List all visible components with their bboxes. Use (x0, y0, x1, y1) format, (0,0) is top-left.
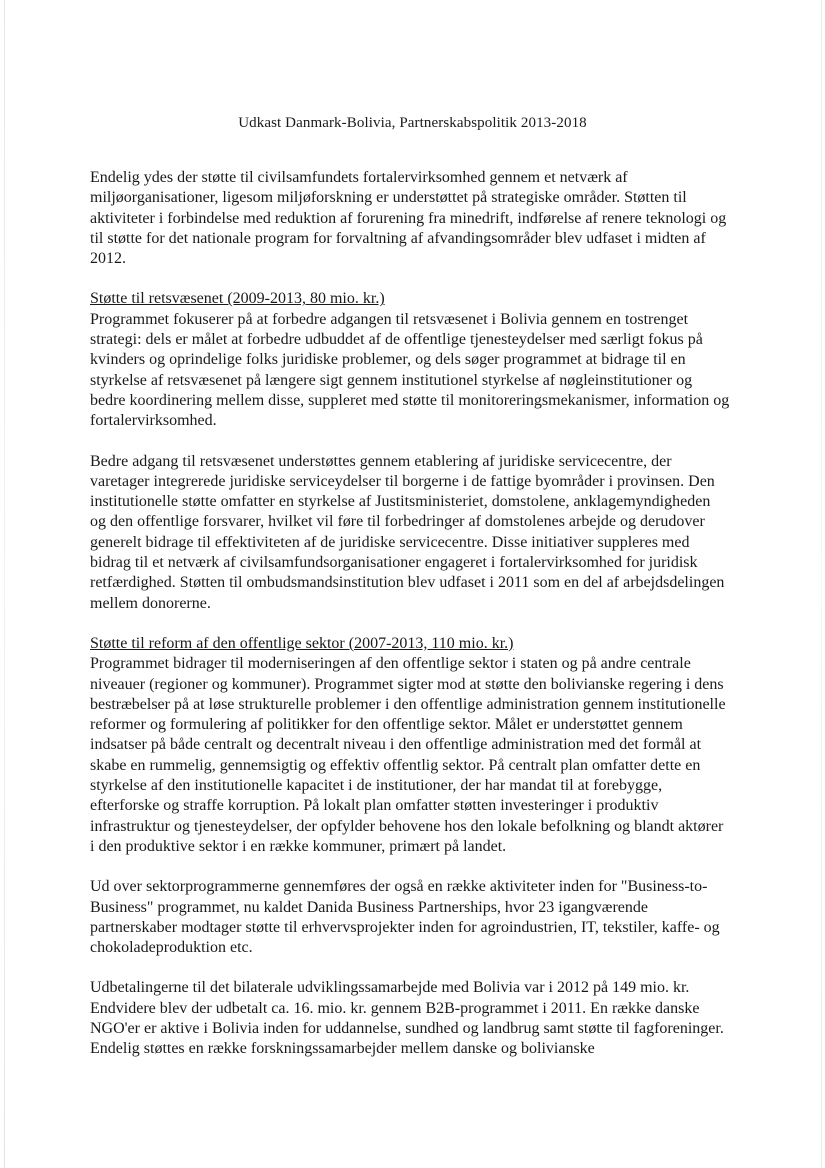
section-heading: Støtte til retsvæsenet (2009-2013, 80 mio. kr.) (90, 290, 385, 308)
paragraph-text: Bedre adgang til retsvæsenet understøttes gennem etablering af juridiske servicecentre, der varetager integrerede juridiske serviceydelser til borgerne i de fattige byområder i provinsen. Den institutionelle støtte omfatter en styrkelse af Justitsministeriet, domstolene, anklagemyndigheden og den offentlige forsvarer, hvilket vil føre til forbedringer af domstolenes arbejde og derudover generelt bidrage til effektiviteten af de juridiske servicecentre. Disse initiativer suppleres med bidrag til et netværk af civilsamfundsorganisationer engageret i fortalervirksomhed for juridisk retfærdighed. Støtten til ombudsmandsinstitution blev udfaset i 2011 som en del af arbejdsdelingen mellem donorerne. (90, 452, 725, 612)
section-heading: Støtte til reform af den offentlige sektor (2007-2013, 110 mio. kr.) (90, 634, 514, 652)
document-body (90, 168, 730, 1080)
paragraph-civil-society (90, 168, 730, 269)
page-header: Udkast Danmark-Bolivia, Partnerskabspolitik 2013-2018 (238, 115, 587, 131)
scan-edge-left (4, 0, 5, 1168)
paragraph-business-partnerships (90, 877, 730, 958)
paragraph-text: Programmet fokuserer på at forbedre adgangen til retsvæsenet i Bolivia gennem en tostrenget strategi: dels er målet at forbedre udbuddet af de offentlige tjenesteydelser med særligt fokus på kvinders og oprindelige folks juridiske problemer, og dels søger programmet at bidrage til en styrkelse af retsvæsenet på længere sigt gennem institutionel styrkelse af nøgleinstitutioner og bedre koordinering mellem disse, suppleret med støtte til monitoreringsmekanismer, information og fortalervirksomhed. (90, 310, 730, 430)
paragraph-disbursements (90, 978, 730, 1059)
paragraph-text: Ud over sektorprogrammerne gennemføres der også en række aktiviteter inden for "Business-to-Business" programmet, nu kaldet Danida Business Partnerships, hvor 23 igangværende partnerskaber modtager støtte til erhvervsprojekter inden for agroindustrien, IT, tekstiler, kaffe- og chokoladeproduktion etc. (90, 878, 720, 957)
paragraph-text: Programmet bidrager til moderniseringen af den offentlige sektor i staten og på andre centrale niveauer (regioner og kommuner). Programmet sigter mod at støtte den bolivianske regering i dens bestræbelser på at løse strukturelle problemer i den offentlige administration gennem institutionelle reformer og formulering af politikker for den offentlige sektor. Målet er understøttet gennem indsatser på både centralt og decentralt niveau i den offentlige administration med det formål at skabe en rummelig, gennemsigtig og effektiv offentlig sektor. På centralt plan omfatter dette en styrkelse af den institutionelle kapacitet i de institutioner, der har mandat til at forebygge, efterforske og straffe korruption. På lokalt plan omfatter støtten investeringer i produktiv infrastruktur og tjenesteydelser, der opfylder behovene hos den lokale befolkning og blandt aktører i den produktive sektor i en række kommuner, primært på landet. (90, 655, 726, 855)
paragraph-legal-access (90, 452, 730, 614)
scan-edge-right (821, 0, 822, 1168)
paragraph-text: Endelig ydes der støtte til civilsamfundets fortalervirksomhed gennem et netværk af miljøorganisationer, ligesom miljøforskning er understøttet på strategiske områder. Støtten til aktiviteter i forbindelse med reduktion af forurening fra minedrift, indførelse af renere teknologi og til støtte for det nationale program for forvaltning af afvandingsområder blev udfaset i midten af 2012. (90, 169, 727, 268)
paragraph-text: Udbetalingerne til det bilaterale udviklingssamarbejde med Bolivia var i 2012 på 149 mio. kr. Endvidere blev der udbetalt ca. 16. mio. kr. gennem B2B-programmet i 2011. En række danske NGO'er er aktive i Bolivia inden for uddannelse, sundhed og landbrug samt støtte til fagforeninger. Endelig støttes en række forskningssamarbejder mellem danske og bolivianske (90, 979, 724, 1058)
section-justice-support (90, 289, 730, 431)
section-public-sector-reform (90, 634, 730, 857)
